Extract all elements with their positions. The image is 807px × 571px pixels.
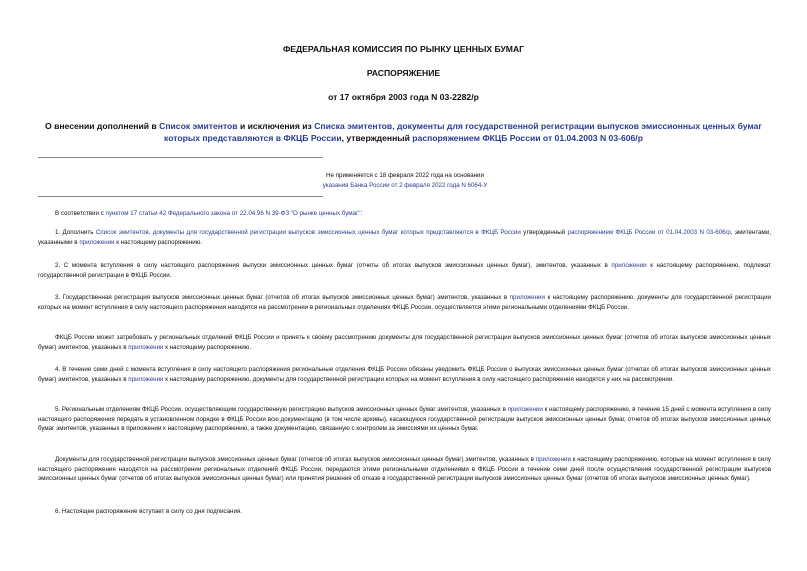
paragraph-5b: [38, 455, 771, 484]
p1-link-order[interactable]: распоряжением ФКЦБ России от 01.04.2003 N 03-606/р: [567, 229, 731, 236]
paragraph-3: [38, 293, 771, 312]
paragraph-6: [38, 507, 771, 517]
title-text-1: О внесении дополнений в: [45, 121, 160, 131]
title-link-issuers-list[interactable]: Список эмитентов: [159, 121, 238, 131]
intro-law-link[interactable]: пунктом 17 статьи 42 Федерального закона от 22.04.96 N 39-ФЗ "О рынке ценных бумаг": [105, 210, 361, 217]
title-link-order-03-606[interactable]: распоряжением ФКЦБ России от 01.04.2003 N 03-606/р: [412, 133, 643, 143]
p5b-text-b: к настоящему распоряжению, которые на момент вступления в силу настоящего распоряжения находятся на рассмотрении региональных отделений ФКЦБ России, передаются этими региональными отделениями в ФКЦБ России в течение семи дней после осуществления государственной регистрации выпусков эмиссионных ценных бумаг (отчетов об итогах выпусков эмиссионных ценных бумаг) или принятия решения об отказе в государственной регистрации выпусков эмиссионных ценных бумаг (отчетов об итогах выпусков эмиссионных ценных бумаг).: [38, 456, 771, 483]
paragraph-2: [38, 261, 771, 280]
p5b-link-appendix[interactable]: приложении: [535, 456, 571, 463]
p1-text-c: , эмитентами, указанными в: [38, 229, 771, 246]
document-type-heading: РАСПОРЯЖЕНИЕ: [366, 68, 441, 78]
document-date-number: от 17 октября 2003 года N 03-2282/р: [328, 92, 479, 102]
paragraph-4: [38, 365, 771, 384]
intro-text: В соответствии с: [55, 210, 106, 217]
p3-link-appendix[interactable]: приложении: [509, 294, 545, 301]
status-note-text: Не применяется с 18 февраля 2022 года на основании: [326, 172, 484, 179]
paragraph-1: [38, 228, 771, 247]
status-note: [295, 171, 515, 191]
title-link-issuers-documents-list[interactable]: Списка эмитентов, документы для государственной регистрации выпусков эмиссионных ценных бумаг которых представляются в ФКЦБ России: [164, 121, 762, 143]
p2-link-appendix[interactable]: приложении: [611, 262, 647, 269]
p1-text-d: к настоящему распоряжению.: [114, 238, 203, 246]
divider-top: [38, 157, 323, 158]
p3b-text-a: ФКЦБ России может затребовать у региональных отделений ФКЦБ России и принять к своему рассмотрению документы для государственной регистрации выпусков эмиссионных ценных бумаг (отчетов об итогах выпусков эмиссионных ценных бумаг) эмитентов, указанных в: [38, 334, 771, 351]
intro-text-end: :: [360, 210, 363, 217]
title-text-2: и исключения из: [237, 121, 315, 131]
p2-text-b: к настоящему распоряжению, подлежат государственной регистрации в ФКЦБ России.: [38, 262, 771, 279]
p3b-link-appendix[interactable]: приложении: [128, 343, 164, 351]
p5-link-appendix[interactable]: приложении: [507, 406, 543, 413]
p5b-text-a: Документы для государственной регистрации выпусков эмиссионных ценных бумаг (отчетов об итогах выпусков эмиссионных ценных бумаг) эмитентов, указанных в: [55, 456, 536, 463]
p1-link-issuers-list[interactable]: Список эмитентов, документы для государственной регистрации выпусков эмиссионных ценных бумаг которых представляются в ФКЦБ России: [95, 229, 521, 236]
paragraph-intro: [38, 209, 771, 219]
p1-text-b: утвержденный: [520, 229, 568, 236]
title-text-3: , утвержденный: [341, 133, 413, 143]
p5-text-a: 5. Региональным отделениям ФКЦБ России, осуществляющим государственную регистрацию выпусков эмиссионных ценных бумаг эмитентов, указанных в: [55, 406, 508, 413]
paragraph-3b: [38, 333, 771, 352]
p4-text-b: к настоящему распоряжению, документы для государственной регистрации которых на момент вступления в силу настоящего распоряжения находятся у них на рассмотрении.: [163, 375, 675, 383]
document-title: [40, 120, 767, 144]
p1-text-a: 1. Дополнить: [55, 229, 96, 236]
agency-heading: ФЕДЕРАЛЬНАЯ КОМИССИЯ ПО РЫНКУ ЦЕННЫХ БУМАГ: [282, 44, 525, 54]
p3-text-a: 3. Государственная регистрация выпусков эмиссионных ценных бумаг (отчетов об итогах выпусков эмиссионных ценных бумаг) эмитентов, указанных в: [55, 294, 510, 301]
p6-text: 6. Настоящее распоряжение вступает в силу со дня подписания.: [55, 508, 243, 515]
status-note-link[interactable]: указания Банка России от 2 февраля 2022 года N 6064-У: [322, 182, 488, 189]
paragraph-5: [38, 405, 771, 434]
p3b-text-b: к настоящему распоряжению.: [163, 343, 252, 351]
p4-link-appendix[interactable]: приложении: [128, 375, 164, 383]
p3-text-b: к настоящему распоряжению, документы для государственной регистрации которых на момент вступления в силу настоящего распоряжения находятся на рассмотрении в региональных отделениях ФКЦБ России, осуществляется этими региональными отделениями ФКЦБ России.: [38, 294, 771, 311]
p1-link-appendix[interactable]: приложении: [79, 238, 115, 246]
p5-text-b: к настоящему распоряжению, в течение 15 дней с момента вступления в силу настоящего распоряжения передать в установленном порядке в ФКЦБ России всю документацию (в том числе архивы), касающуюся государственной регистрации выпусков эмиссионных ценных бумаг, отчетов об итогах выпусков эмиссионных ценных бумаг эмитентов, указанных в приложении к настоящему распоряжению, а также документацию, связанную с контролем за эмиссиями их ценных бумаг.: [38, 406, 771, 433]
divider-bottom: [38, 196, 323, 197]
p4-text-a: 4. В течение семи дней с момента вступления в силу настоящего распоряжения региональные отделения ФКЦБ России обязаны уведомить ФКЦБ России о выпусках эмиссионных ценных бумаг (отчетах об итогах выпусков эмиссионных ценных бумаг) эмитентов, указанных в: [38, 366, 771, 383]
p2-text-a: 2. С момента вступления в силу настоящего распоряжения выпуски эмиссионных ценных бумаг (отчеты об итогах выпусков эмиссионных ценных бумаг), эмитентов, указанных в: [55, 262, 612, 269]
